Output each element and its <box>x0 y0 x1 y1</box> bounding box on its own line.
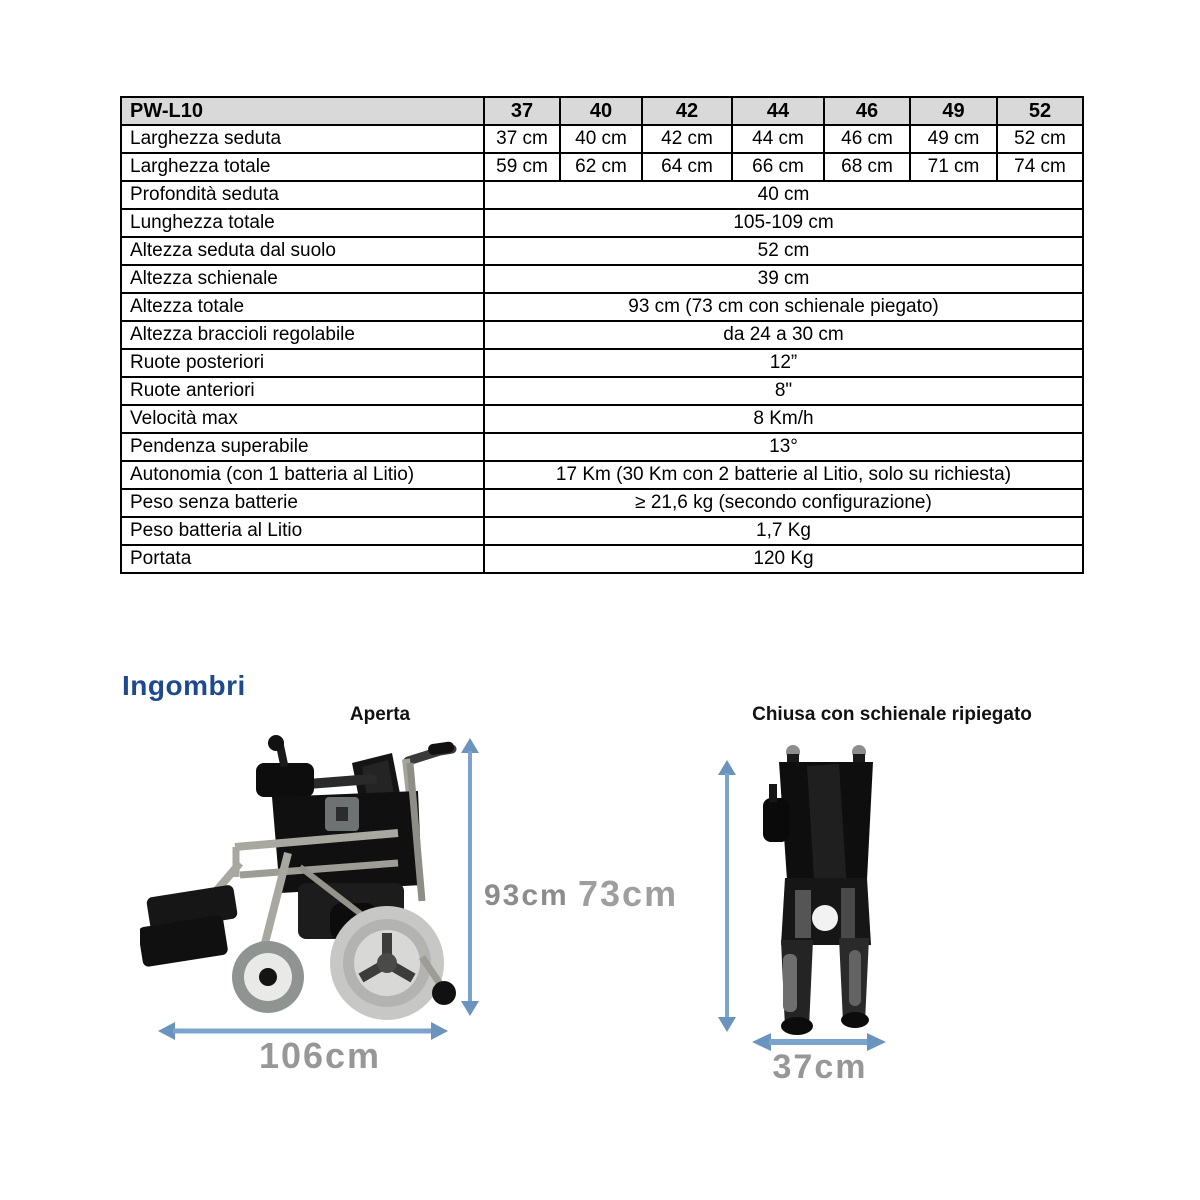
spec-label: Altezza totale <box>121 293 484 321</box>
size-column-header: 46 <box>824 97 910 125</box>
table-row <box>121 181 1083 209</box>
spec-label: Velocità max <box>121 405 484 433</box>
table-row <box>121 293 1083 321</box>
table-row <box>121 265 1083 293</box>
spec-value: 74 cm <box>997 153 1083 181</box>
spec-value: 1,7 Kg <box>484 517 1083 545</box>
size-column-header: 52 <box>997 97 1083 125</box>
size-column-header: 37 <box>484 97 560 125</box>
spec-value: 66 cm <box>732 153 824 181</box>
spec-value: 120 Kg <box>484 545 1083 573</box>
spec-value: 40 cm <box>560 125 642 153</box>
spec-value: da 24 a 30 cm <box>484 321 1083 349</box>
table-row <box>121 489 1083 517</box>
table-row <box>121 461 1083 489</box>
table-row <box>121 125 1083 153</box>
spec-value: 52 cm <box>484 237 1083 265</box>
table-header-row <box>121 97 1083 125</box>
closed-width-value: 37cm <box>772 1048 868 1086</box>
spec-label: Portata <box>121 545 484 573</box>
spec-value: 64 cm <box>642 153 732 181</box>
spec-label: Larghezza seduta <box>121 125 484 153</box>
spec-value: 52 cm <box>997 125 1083 153</box>
spec-value: 46 cm <box>824 125 910 153</box>
table-row <box>121 237 1083 265</box>
spec-value: 42 cm <box>642 125 732 153</box>
spec-label: Altezza braccioli regolabile <box>121 321 484 349</box>
spec-label: Ruote posteriori <box>121 349 484 377</box>
spec-table <box>120 96 1084 574</box>
spec-value: 8 Km/h <box>484 405 1083 433</box>
section-title-ingombri: Ingombri <box>122 670 246 701</box>
open-wheelchair-image <box>140 735 460 1025</box>
spec-value: 44 cm <box>732 125 824 153</box>
spec-value: ≥ 21,6 kg (secondo configurazione) <box>484 489 1083 517</box>
table-row <box>121 153 1083 181</box>
closed-chair-caption: Chiusa con schienale ripiegato <box>752 704 1032 725</box>
spec-value: 39 cm <box>484 265 1083 293</box>
spec-value: 93 cm (73 cm con schienale piegato) <box>484 293 1083 321</box>
table-row <box>121 405 1083 433</box>
spec-label: Peso batteria al Litio <box>121 517 484 545</box>
spec-value: 12” <box>484 349 1083 377</box>
spec-label: Autonomia (con 1 batteria al Litio) <box>121 461 484 489</box>
closed-wheelchair-image <box>755 740 895 1035</box>
closed-height-arrow <box>715 760 739 1032</box>
spec-value: 105-109 cm <box>484 209 1083 237</box>
spec-value: 59 cm <box>484 153 560 181</box>
table-row <box>121 545 1083 573</box>
open-height-value: 93cm <box>484 879 569 912</box>
table-row <box>121 377 1083 405</box>
size-column-header: 42 <box>642 97 732 125</box>
spec-label: Ruote anteriori <box>121 377 484 405</box>
spec-value: 37 cm <box>484 125 560 153</box>
spec-value: 40 cm <box>484 181 1083 209</box>
spec-label: Larghezza totale <box>121 153 484 181</box>
table-row <box>121 321 1083 349</box>
spec-value: 68 cm <box>824 153 910 181</box>
spec-value: 62 cm <box>560 153 642 181</box>
model-name: PW-L10 <box>121 97 484 125</box>
spec-label: Altezza seduta dal suolo <box>121 237 484 265</box>
folded-height-value: 73cm <box>578 873 679 914</box>
open-height-arrow <box>458 738 482 1016</box>
spec-label: Peso senza batterie <box>121 489 484 517</box>
table-row <box>121 349 1083 377</box>
spec-value: 13° <box>484 433 1083 461</box>
size-column-header: 40 <box>560 97 642 125</box>
spec-value: 71 cm <box>910 153 997 181</box>
spec-value: 49 cm <box>910 125 997 153</box>
open-chair-caption: Aperta <box>349 704 411 725</box>
size-column-header: 49 <box>910 97 997 125</box>
size-column-header: 44 <box>732 97 824 125</box>
spec-label: Profondità seduta <box>121 181 484 209</box>
table-row <box>121 517 1083 545</box>
table-row <box>121 433 1083 461</box>
spec-label: Altezza schienale <box>121 265 484 293</box>
table-row <box>121 209 1083 237</box>
spec-value: 8" <box>484 377 1083 405</box>
open-length-value: 106cm <box>258 1035 382 1076</box>
spec-value: 17 Km (30 Km con 2 batterie al Litio, solo su richiesta) <box>484 461 1083 489</box>
spec-label: Pendenza superabile <box>121 433 484 461</box>
spec-label: Lunghezza totale <box>121 209 484 237</box>
